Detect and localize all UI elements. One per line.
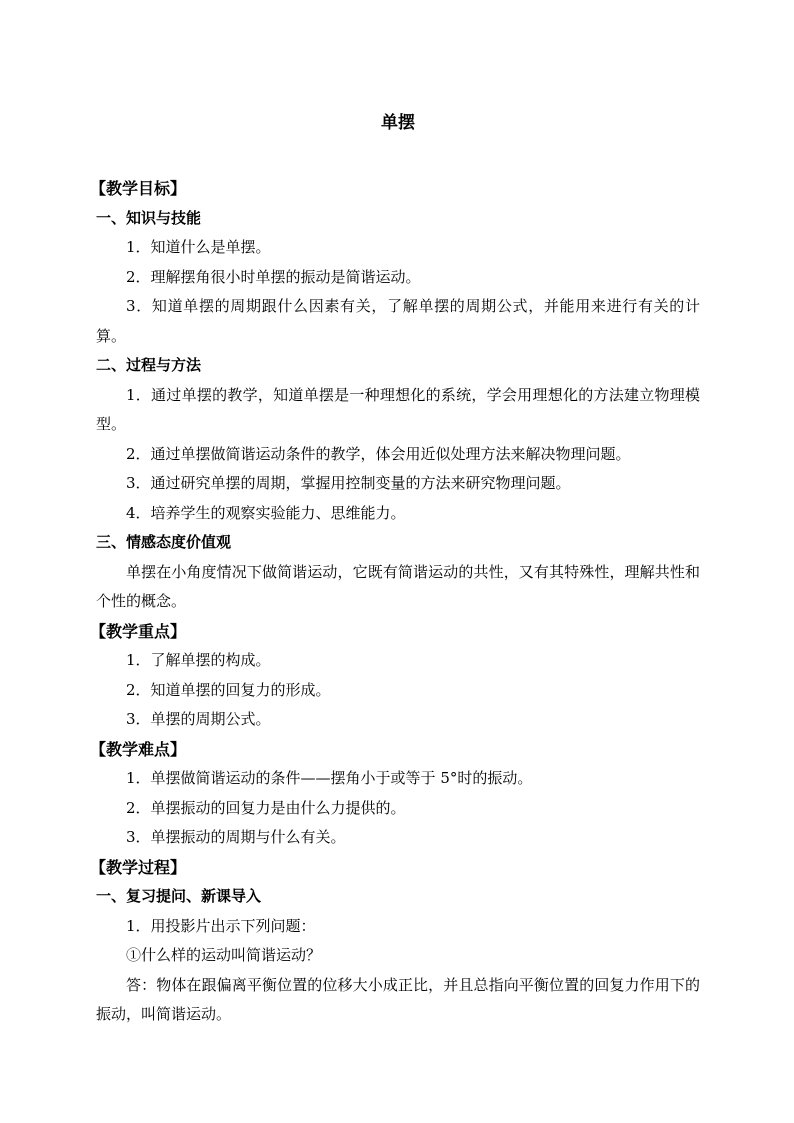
subheading-knowledge-skills: 一、知识与技能 — [96, 208, 202, 227]
list-item: 1．单摆做简谐运动的条件——摆角小于或等于 5°时的振动。 — [126, 769, 533, 787]
list-item: 2．通过单摆做简谐运动条件的教学，体会用近似处理方法来解决物理问题。 — [126, 444, 631, 463]
section-heading-key-points: 【教学重点】 — [90, 621, 187, 641]
list-item: 2．知道单摆的回复力的形成。 — [126, 680, 331, 699]
list-item: 3．知道单摆的周期跟什么因素有关，了解单摆的周期公式，并能用来进行有关的计算。 — [96, 297, 700, 345]
list-item: 4．培养学生的观察实验能力、思维能力。 — [126, 503, 406, 522]
list-item: ①什么样的运动叫简谐运动？ — [126, 946, 322, 964]
list-item: 2．单摆振动的回复力是由什么力提供的。 — [126, 798, 406, 817]
list-item: 1．知道什么是单摆。 — [126, 238, 271, 256]
section-heading-difficulties: 【教学难点】 — [90, 739, 187, 759]
list-item: 3．单摆的周期公式。 — [126, 710, 271, 728]
section-heading-objectives: 【教学目标】 — [90, 179, 187, 198]
list-item: 1．了解单摆的构成。 — [126, 651, 271, 669]
section-heading-process: 【教学过程】 — [90, 857, 187, 877]
document-body — [90, 174, 700, 1030]
answer-paragraph: 答：物体在跟偏离平衡位置的位移大小成正比，并且总指向平衡位置的回复力作用下的振动，叫简谐运动。 — [96, 975, 700, 1023]
list-item: 3．通过研究单摆的周期，掌握用控制变量的方法来研究物理问题。 — [126, 474, 571, 492]
subheading-process-methods: 二、过程与方法 — [96, 356, 202, 374]
list-item: 3．单摆振动的周期与什么有关。 — [126, 828, 346, 846]
paragraph-values: 单摆在小角度情况下做简谐运动，它既有简谐运动的共性，又有其特殊性，理解共性和个性的概念。 — [96, 562, 700, 610]
subheading-values: 三、情感态度价值观 — [96, 533, 232, 551]
page-title: 单摆 — [381, 113, 415, 133]
subheading-review: 一、复习提问、新课导入 — [96, 887, 262, 905]
list-item: 2．理解摆角很小时单摆的振动是简谐运动。 — [126, 267, 421, 286]
list-item: 1．通过单摆的教学，知道单摆是一种理想化的系统，学会用理想化的方法建立物理模型。 — [96, 385, 700, 433]
list-item: 1．用投影片出示下列问题： — [126, 916, 316, 935]
